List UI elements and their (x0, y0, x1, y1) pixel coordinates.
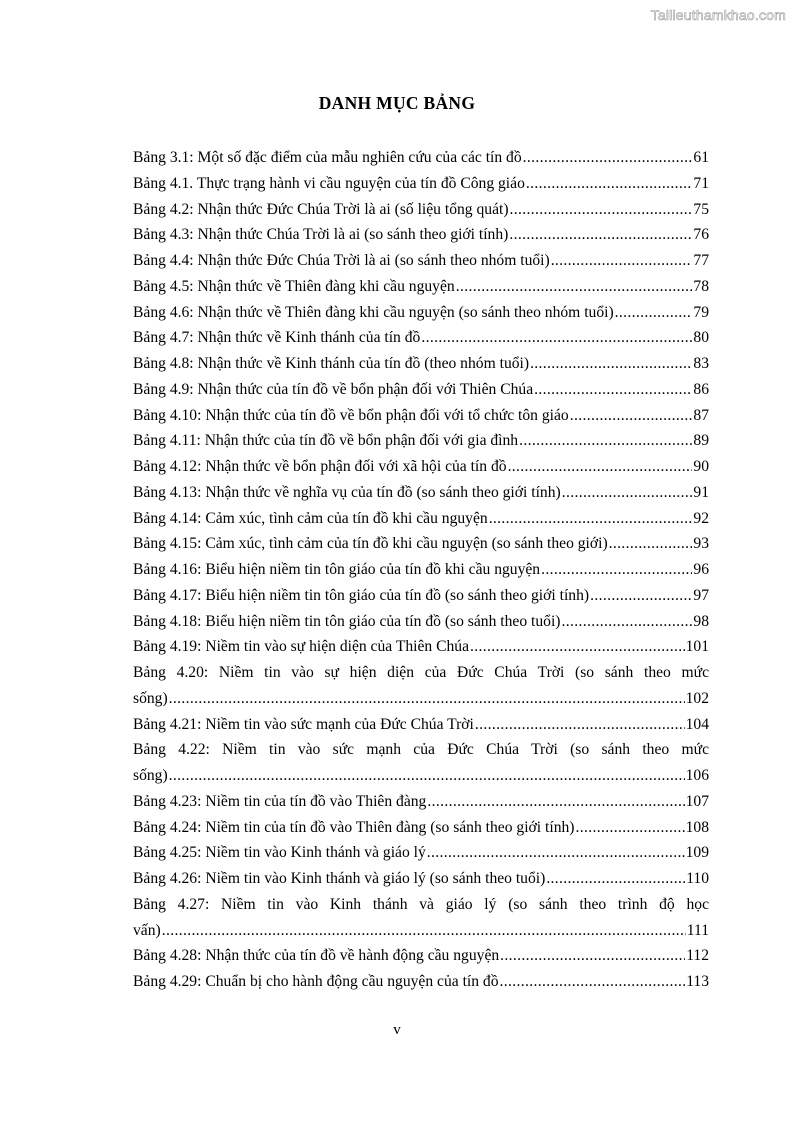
toc-entry-row (133, 686, 709, 712)
toc-entry-row (133, 325, 709, 351)
toc-dot-leader (523, 145, 693, 171)
toc-page-number: 112 (686, 947, 709, 965)
toc-entry-title: Bảng 4.22: Niềm tin vào sức mạnh của Đức Chúa Trời (so sánh theo mức (133, 741, 709, 759)
toc-entry-row (133, 197, 709, 223)
toc-entry[interactable] (133, 248, 709, 274)
toc-page-number: 75 (693, 200, 709, 218)
toc-dot-leader (500, 969, 686, 995)
toc-entry-title: Bảng 4.12: Nhận thức về bổn phận đối với xã hội của tín đồ (133, 458, 507, 475)
toc-entry-title: Bảng 4.25: Niềm tin vào Kinh thánh và giáo lý (133, 844, 426, 862)
toc-entry[interactable] (133, 145, 709, 171)
toc-entry-title: Bảng 4.27: Niềm tin vào Kinh thánh và giáo lý (so sánh theo trình độ học (133, 895, 709, 913)
toc-dot-leader (489, 506, 693, 532)
toc-entry-title: Bảng 4.4: Nhận thức Đức Chúa Trời là ai (so sánh theo nhóm tuổi) (133, 252, 550, 269)
toc-entry-title: Bảng 4.6: Nhận thức về Thiên đàng khi cầu nguyện (so sánh theo nhóm tuổi) (133, 303, 614, 321)
toc-dot-leader (509, 222, 692, 248)
toc-dot-leader (575, 815, 684, 841)
toc-dot-leader (530, 351, 692, 377)
toc-entry-row (133, 428, 709, 454)
toc-entry[interactable] (133, 557, 709, 583)
toc-dot-leader (562, 480, 693, 506)
toc-dot-leader (510, 197, 693, 223)
toc-dot-leader (500, 943, 685, 969)
toc-entry-title: Bảng 4.20: Niềm tin vào sự hiện diện của Đức Chúa Trời (so sánh theo mức (133, 664, 709, 681)
toc-entry[interactable] (133, 377, 709, 403)
toc-entry-title: vấn) (133, 921, 161, 939)
toc-entry-row (133, 145, 709, 171)
toc-entry[interactable] (133, 222, 709, 248)
watermark-text: Tailieuthamkhao.com (650, 7, 786, 23)
toc-entry-row (133, 609, 709, 635)
toc-entry[interactable] (133, 351, 709, 377)
toc-entry-row (133, 557, 709, 583)
toc-dot-leader (541, 557, 692, 583)
toc-entry-row (133, 943, 709, 969)
toc-entry[interactable] (133, 531, 709, 557)
toc-entry[interactable] (133, 197, 709, 223)
toc-entry-title: Bảng 3.1: Một số đặc điểm của mẫu nghiên cứu của các tín đồ (133, 149, 522, 166)
toc-entry[interactable] (133, 171, 709, 197)
toc-entry-row (133, 377, 709, 403)
toc-dot-leader (546, 866, 685, 892)
toc-dot-leader (169, 763, 685, 789)
toc-entry[interactable] (133, 274, 709, 300)
toc-entry-title: Bảng 4.17: Biểu hiện niềm tin tôn giáo của tín đồ (so sánh theo giới tính) (133, 586, 590, 604)
toc-page-number: 76 (693, 226, 709, 244)
toc-entry-row (133, 300, 709, 326)
toc-dot-leader (169, 686, 685, 712)
toc-dot-leader (590, 583, 692, 609)
toc-page-number: 97 (693, 586, 709, 604)
toc-entry[interactable] (133, 737, 709, 789)
toc-entry-title: Bảng 4.19: Niềm tin vào sự hiện diện của Thiên Chúa (133, 638, 470, 656)
toc-entry-row (133, 969, 709, 995)
toc-page-number: 106 (685, 767, 709, 784)
toc-page-number: 102 (685, 689, 709, 707)
toc-dot-leader (470, 634, 685, 660)
toc-dot-leader (526, 171, 693, 197)
toc-entry-title: Bảng 4.10: Nhận thức của tín đồ về bổn phận đối với tổ chức tôn giáo (133, 406, 569, 424)
toc-dot-leader (421, 325, 692, 351)
toc-entry[interactable] (133, 712, 709, 738)
toc-dot-leader (551, 248, 693, 274)
toc-entry[interactable] (133, 428, 709, 454)
toc-entry[interactable] (133, 969, 709, 995)
toc-page-number: 61 (693, 149, 709, 166)
toc-entry[interactable] (133, 634, 709, 660)
toc-page-number: 96 (693, 561, 709, 578)
toc-page-number: 110 (686, 870, 709, 887)
toc-page-number: 109 (685, 844, 709, 862)
toc-entry-row (133, 274, 709, 300)
toc-entry[interactable] (133, 325, 709, 351)
toc-entry-title: Bảng 4.18: Biểu hiện niềm tin tôn giáo của tín đồ (so sánh theo tuổi) (133, 612, 561, 630)
toc-entry-row (133, 918, 709, 944)
toc-dot-leader (475, 712, 685, 738)
toc-page-number: 83 (693, 355, 709, 372)
toc-entry-title: Bảng 4.8: Nhận thức về Kinh thánh của tín đồ (theo nhóm tuổi) (133, 355, 530, 372)
toc-entry[interactable] (133, 609, 709, 635)
toc-entry-row (133, 531, 709, 557)
toc-entry-row (133, 866, 709, 892)
toc-entry-title: sống) (133, 767, 168, 784)
toc-entry-row (133, 454, 709, 480)
toc-page-number: 80 (693, 329, 709, 347)
toc-page-number: 108 (685, 818, 709, 836)
toc-page-number: 87 (693, 406, 709, 424)
toc-dot-leader (427, 789, 684, 815)
toc-entry-title: sống) (133, 689, 168, 707)
toc-dot-leader (570, 403, 693, 429)
toc-entry-title: Bảng 4.14: Cảm xúc, tình cảm của tín đồ khi cầu nguyện (133, 509, 488, 527)
toc-page-number: 91 (693, 483, 709, 501)
toc-entry-row (133, 351, 709, 377)
toc-entry-row (133, 712, 709, 738)
toc-dot-leader (508, 454, 693, 480)
toc-page-number: 101 (685, 638, 709, 656)
toc-entry-title: Bảng 4.7: Nhận thức về Kinh thánh của tín đồ (133, 329, 421, 347)
toc-entry-row (133, 403, 709, 429)
toc-entry-row (133, 171, 709, 197)
toc-entry[interactable] (133, 660, 709, 712)
toc-page-number: 79 (693, 303, 709, 321)
toc-entry[interactable] (133, 454, 709, 480)
toc-page-number: 90 (693, 458, 709, 475)
toc-entry[interactable] (133, 789, 709, 815)
toc-page-number: 93 (693, 535, 709, 553)
toc-entry-title: Bảng 4.3: Nhận thức Chúa Trời là ai (so sánh theo giới tính) (133, 226, 509, 244)
toc-entry-row (133, 222, 709, 248)
toc-entry-title: Bảng 4.24: Niềm tin của tín đồ vào Thiên đàng (so sánh theo giới tính) (133, 818, 575, 836)
toc-entry[interactable] (133, 943, 709, 969)
toc-entry-title: Bảng 4.26: Niềm tin vào Kinh thánh và giáo lý (so sánh theo tuổi) (133, 870, 546, 887)
toc-dot-leader (561, 609, 692, 635)
toc-entry-row (133, 815, 709, 841)
toc-dot-leader (615, 300, 693, 326)
toc-dot-leader (519, 428, 692, 454)
toc-page-number: 98 (693, 612, 709, 630)
toc-entry-title: Bảng 4.15: Cảm xúc, tình cảm của tín đồ khi cầu nguyện (so sánh theo giới) (133, 535, 608, 553)
toc-entry-row (133, 634, 709, 660)
toc-entry[interactable] (133, 480, 709, 506)
toc-page-number: 113 (686, 973, 709, 990)
toc-dot-leader (456, 274, 693, 300)
toc-entry-title: Bảng 4.2: Nhận thức Đức Chúa Trời là ai (số liệu tổng quát) (133, 200, 509, 218)
toc-entry-row (133, 506, 709, 532)
toc-page-number: 111 (686, 921, 709, 939)
toc-entry[interactable] (133, 583, 709, 609)
toc-dot-leader (162, 918, 686, 944)
toc-entry-title: Bảng 4.9: Nhận thức của tín đồ về bổn phận đối với Thiên Chúa (133, 380, 534, 398)
toc-dot-leader (534, 377, 692, 403)
toc-page-number: 107 (685, 792, 709, 810)
toc-entry-row (133, 763, 709, 789)
toc-page-number: 89 (693, 432, 709, 450)
toc-entry[interactable] (133, 300, 709, 326)
toc-entry-row (133, 840, 709, 866)
toc-entry-title: Bảng 4.21: Niềm tin vào sức mạnh của Đức Chúa Trời (133, 715, 474, 733)
toc-page-number: 104 (685, 715, 709, 733)
toc-entry-title: Bảng 4.1. Thực trạng hành vi cầu nguyện của tín đồ Công giáo (133, 174, 525, 192)
toc-page-number: 71 (693, 174, 709, 192)
toc-page-number: 77 (693, 252, 709, 269)
toc-entry-title: Bảng 4.5: Nhận thức về Thiên đàng khi cầu nguyện (133, 277, 455, 295)
toc-entry[interactable] (133, 506, 709, 532)
toc-dot-leader (427, 840, 685, 866)
toc-entry-title: Bảng 4.29: Chuẩn bị cho hành động cầu nguyện của tín đồ (133, 973, 499, 990)
toc-entry[interactable] (133, 403, 709, 429)
toc-entry-title: Bảng 4.28: Nhận thức của tín đồ về hành động cầu nguyện (133, 947, 500, 965)
toc-entry-title: Bảng 4.16: Biểu hiện niềm tin tôn giáo của tín đồ khi cầu nguyện (133, 561, 541, 578)
toc-entry-title: Bảng 4.23: Niềm tin của tín đồ vào Thiên đàng (133, 792, 427, 810)
toc-entry-title: Bảng 4.13: Nhận thức về nghĩa vụ của tín đồ (so sánh theo giới tính) (133, 483, 561, 501)
toc-entry[interactable] (133, 866, 709, 892)
toc-entry-row (133, 789, 709, 815)
toc-page-number: 92 (693, 509, 709, 527)
toc-entry[interactable] (133, 815, 709, 841)
toc-page-number: 78 (693, 277, 709, 295)
toc-page-number: 86 (693, 380, 709, 398)
page-title: DANH MỤC BẢNG (318, 93, 476, 113)
toc-entry-row (133, 480, 709, 506)
table-list (133, 145, 709, 995)
toc-entry-title: Bảng 4.11: Nhận thức của tín đồ về bổn phận đối với gia đình (133, 432, 519, 450)
toc-dot-leader (609, 531, 693, 557)
toc-entry-row (133, 583, 709, 609)
toc-entry[interactable] (133, 892, 709, 944)
page-number: v (393, 1022, 401, 1038)
toc-entry-row (133, 248, 709, 274)
toc-entry[interactable] (133, 840, 709, 866)
